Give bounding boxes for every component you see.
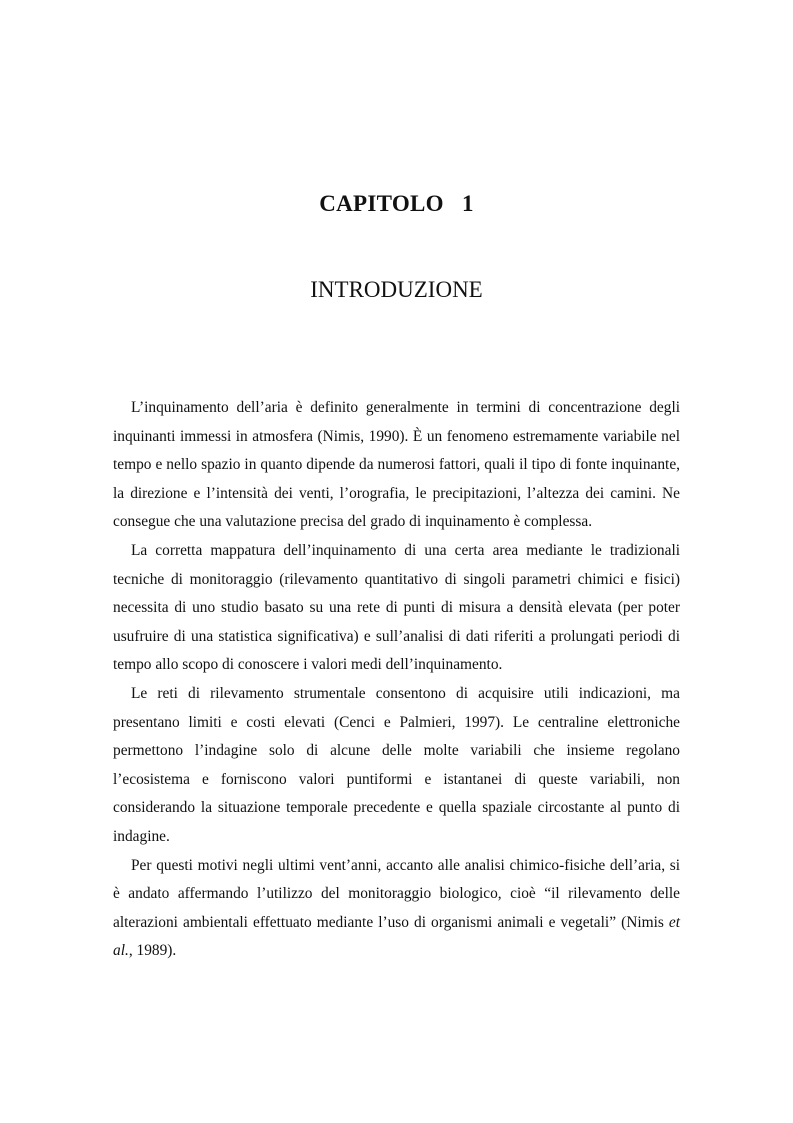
chapter-label: CAPITOLO 1 (319, 191, 474, 216)
paragraph-2: La corretta mappatura dell’inquinamento di una certa area mediante le tradizionali tecniche di monitoraggio (rilevamento quantitativo di singoli parametri chimici e fisici) necessita di uno studio basato su una rete di punti di misura a densità elevata (per poter usufruire di una statistica significativa) e sull’analisi di dati riferiti a prolungati periodi di tempo allo scopo di conoscere i valori medi dell’inquinamento. (113, 541, 680, 674)
body-text (113, 394, 680, 966)
paragraph-4 (113, 852, 680, 966)
paragraph-4-italic: et al. (113, 913, 680, 960)
chapter-title: INTRODUZIONE (310, 277, 483, 302)
paragraph-4-end: , 1989). (128, 942, 177, 960)
paragraph-3: Le reti di rilevamento strumentale consentono di acquisire utili indicazioni, ma presentano limiti e costi elevati (Cenci e Palmieri, 1997). Le centraline elettroniche permettono l’indagine solo di alcune delle molte variabili che insieme regolano l’ecosistema e forniscono valori puntiformi e istantanei di queste variabili, non considerando la situazione temporale precedente e quella spaziale circostante al punto di indagine. (113, 684, 680, 845)
paragraph-1: L’inquinamento dell’aria è definito generalmente in termini di concentrazione degli inquinanti immessi in atmosfera (Nimis, 1990). È un fenomeno estremamente variabile nel tempo e nello spazio in quanto dipende da numerosi fattori, quali il tipo di fonte inquinante, la direzione e l’intensità dei venti, l’orografia, le precipitazioni, l’altezza dei camini. Ne consegue che una valutazione precisa del grado di inquinamento è complessa. (113, 399, 680, 531)
paragraph-4-text: Per questi motivi negli ultimi vent’anni, accanto alle analisi chimico-fisiche dell’aria, si è andato affermando l’utilizzo del monitoraggio biologico, cioè “il rilevamento delle alterazioni ambientali effettuato mediante l’uso di organismi animali e vegetali” (Nimis (113, 856, 680, 931)
